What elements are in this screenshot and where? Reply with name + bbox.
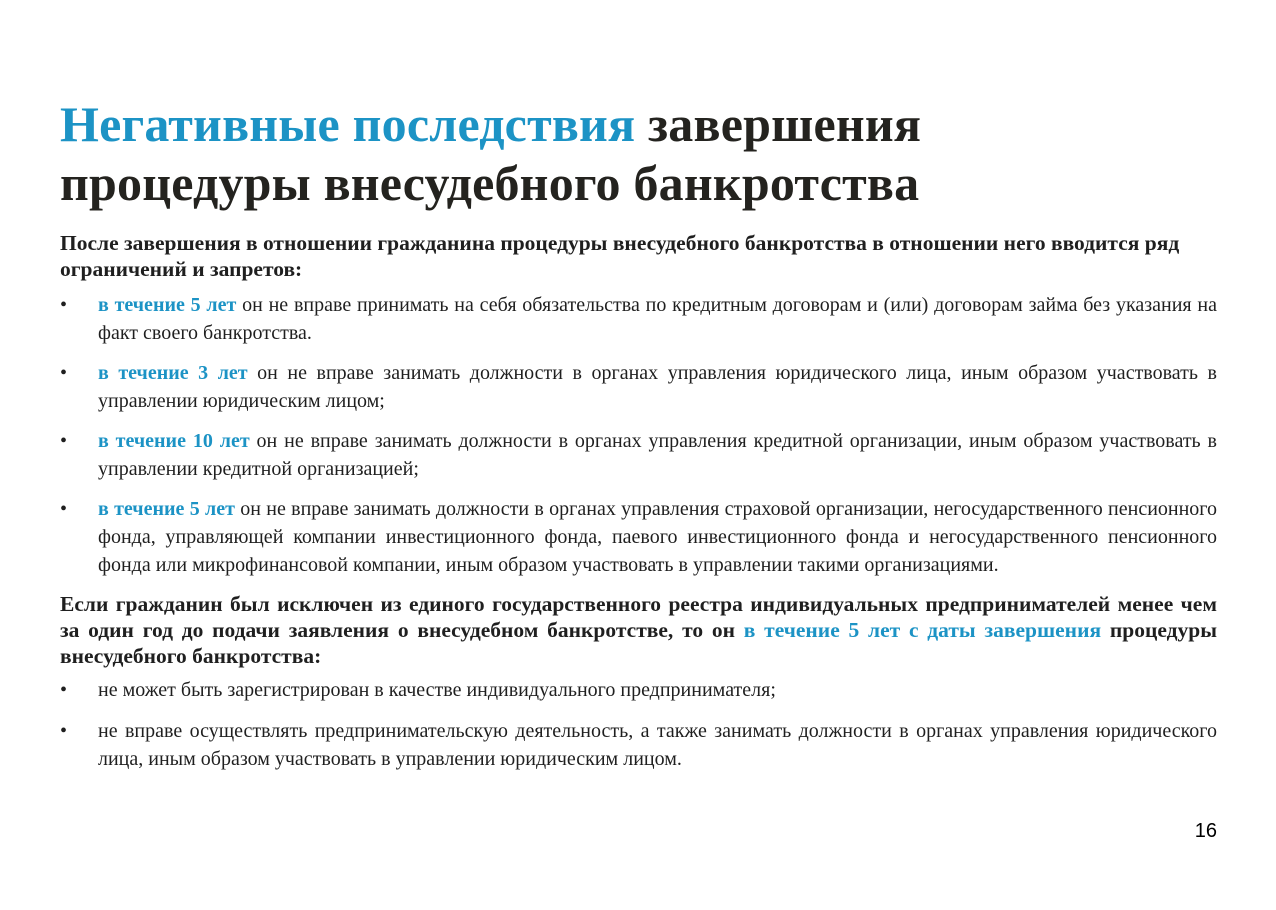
list-item-text: он не вправе принимать на себя обязательства по кредитным договорам и (или) договорам займа без указания на факт своего банкротства. — [98, 294, 1217, 344]
period-label: в течение 5 лет — [98, 294, 237, 316]
period-label: в течение 5 лет — [98, 498, 235, 520]
entrepreneur-text-after: процедуры внесудебного банкротства: — [60, 618, 1217, 668]
entrepreneur-period: в течение 5 лет с даты завершения — [743, 618, 1102, 642]
entrepreneur-paragraph — [60, 591, 1217, 669]
page-number: 16 — [1194, 820, 1217, 842]
title-accent: Негативные последствия — [60, 96, 636, 152]
entrepreneur-text-before: Если гражданин был исключен из единого государственного реестра индивидуальных предпринимателей менее чем за один год до подачи заявления о внесудебном банкротстве, то он — [60, 592, 1217, 642]
restrictions-list — [60, 291, 1217, 579]
bullet-icon: • — [60, 720, 68, 742]
page-title — [60, 95, 1217, 213]
list-item — [60, 717, 1217, 773]
list-item — [60, 495, 1217, 579]
entrepreneur-restrictions-list — [60, 676, 1217, 773]
title-line2: процедуры внесудебного банкротства — [60, 155, 920, 211]
bullet-icon: • — [60, 679, 68, 701]
slide-content — [60, 95, 1217, 773]
list-item-text: не вправе осуществлять предпринимательскую деятельность, а также занимать должности в органах управления юридического лица, иным образом участвовать в управлении юридическим лицом. — [98, 720, 1217, 770]
intro-paragraph: После завершения в отношении гражданина процедуры внесудебного банкротства в отношении него вводится ряд ограничений и запретов: — [60, 231, 1180, 281]
bullet-icon: • — [60, 294, 68, 316]
bullet-icon: • — [60, 498, 68, 520]
list-item — [60, 359, 1217, 415]
list-item — [60, 676, 1217, 704]
list-item-text: он не вправе занимать должности в органах управления кредитной организации, иным образом участвовать в управлении кредитной организацией; — [98, 430, 1218, 480]
bullet-icon: • — [60, 362, 68, 384]
period-label: в течение 10 лет — [98, 430, 250, 452]
list-item — [60, 427, 1217, 483]
bullet-icon: • — [60, 430, 68, 452]
list-item-text: он не вправе занимать должности в органах управления юридического лица, иным образом участвовать в управлении юридическим лицом; — [98, 362, 1217, 412]
list-item-text: он не вправе занимать должности в органах управления страховой организации, негосударственного пенсионного фонда, управляющей компании инвестиционного фонда, паевого инвестиционного фонда и негосударственного пенсионного фонда или микрофинансовой компании, иным образом участвовать в управлении такими организациями. — [98, 498, 1218, 576]
list-item-text: не может быть зарегистрирован в качестве индивидуального предпринимателя; — [98, 679, 776, 701]
period-label: в течение 3 лет — [98, 362, 248, 384]
title-rest: завершения — [648, 96, 922, 152]
list-item — [60, 291, 1217, 347]
